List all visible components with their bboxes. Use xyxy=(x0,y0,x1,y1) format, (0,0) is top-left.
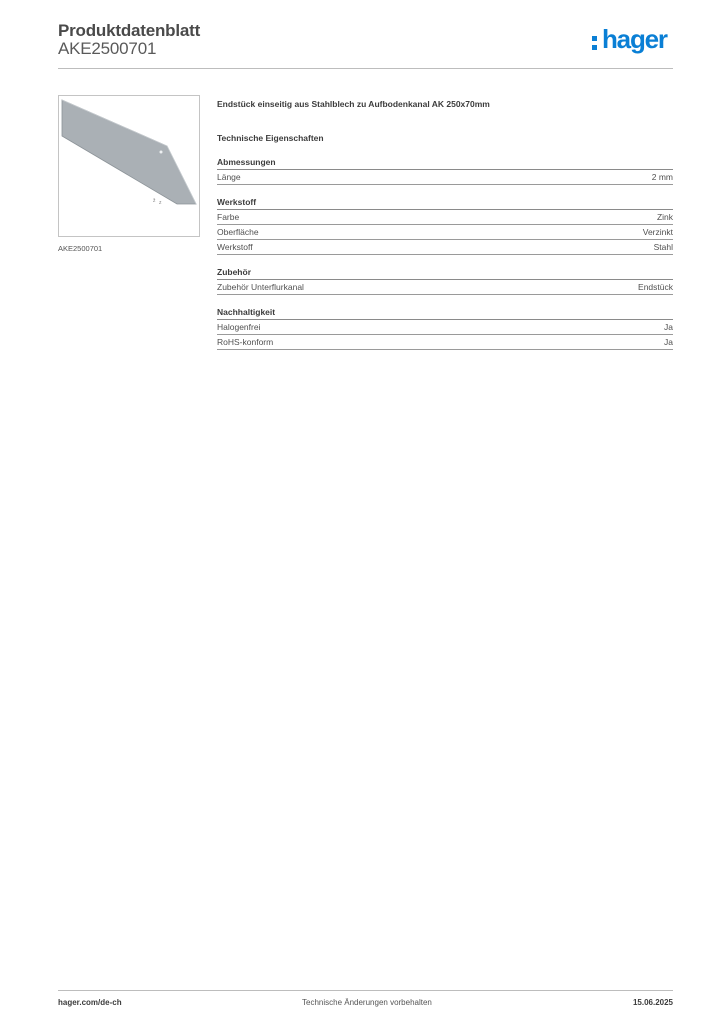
image-caption: AKE2500701 xyxy=(58,244,103,253)
spec-value: Stahl xyxy=(653,242,673,252)
spec-value: Verzinkt xyxy=(642,227,673,237)
spec-label: Zubehör Unterflurkanal xyxy=(217,282,304,292)
spec-value: Zink xyxy=(656,212,673,222)
section-abmessungen xyxy=(217,157,673,185)
section-title: Zubehör xyxy=(217,267,673,280)
section-zubehoer xyxy=(217,267,673,295)
section-title: Nachhaltigkeit xyxy=(217,307,673,320)
spec-row xyxy=(217,335,673,350)
spec-value: 2 mm xyxy=(651,172,673,182)
spec-value: Endstück xyxy=(638,282,673,292)
spec-row xyxy=(217,240,673,255)
section-title: Abmessungen xyxy=(217,157,673,170)
spec-value: Ja xyxy=(664,322,673,332)
tech-properties-heading: Technische Eigenschaften xyxy=(217,133,324,143)
spec-value: Ja xyxy=(664,337,673,347)
spec-label: Länge xyxy=(217,172,241,182)
spec-label: Halogenfrei xyxy=(217,322,261,332)
spec-label: Oberfläche xyxy=(217,227,259,237)
page-title: Produktdatenblatt xyxy=(58,21,201,40)
footer-divider xyxy=(58,990,673,991)
product-image xyxy=(58,95,200,237)
spec-label: RoHS-konform xyxy=(217,337,274,347)
footer-website-link[interactable]: hager.com/de-ch xyxy=(58,998,122,1007)
specifications xyxy=(217,97,673,350)
header-divider xyxy=(58,68,673,69)
logo-text: hager xyxy=(602,24,667,54)
spec-row xyxy=(217,280,673,295)
svg-text:ẑ: ẑ xyxy=(153,198,156,204)
spec-row xyxy=(217,225,673,240)
article-number: AKE2500701 xyxy=(58,39,157,58)
svg-text:z: z xyxy=(159,200,162,206)
spec-label: Werkstoff xyxy=(217,242,253,252)
spec-row xyxy=(217,170,673,185)
section-title: Werkstoff xyxy=(217,197,673,210)
spec-row xyxy=(217,210,673,225)
section-nachhaltigkeit xyxy=(217,307,673,350)
hager-logo xyxy=(592,26,674,56)
section-werkstoff xyxy=(217,197,673,255)
product-description: Endstück einseitig aus Stahlblech zu Aufbodenkanal AK 250x70mm xyxy=(217,99,490,109)
footer-date: 15.06.2025 xyxy=(632,998,673,1007)
spec-label: Farbe xyxy=(217,212,240,222)
footer-notice: Technische Änderungen vorbehalten xyxy=(302,998,432,1007)
logo-dots-icon xyxy=(592,36,597,54)
spec-row xyxy=(217,320,673,335)
